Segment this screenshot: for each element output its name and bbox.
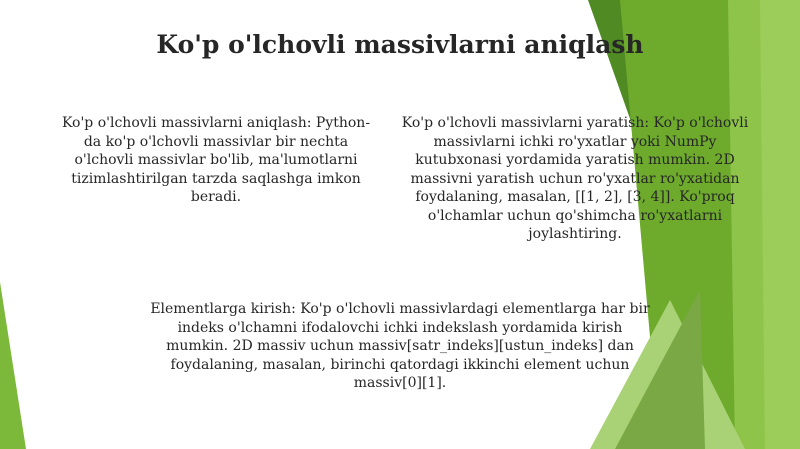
text-block-access: Elementlarga kirish: Ko'p o'lchovli massivlardagi elementlarga har bir indeks o'lchamni ifodalovchi ichki indekslash yordamida kirish mumkin. 2D massiv uchun massiv[satr_indeks][ustun_indeks] dan foydalaning, masalan, birinchi qatordagi ikkinchi element uchun massiv[0][1]. [150,301,650,391]
text-block-creation: Ko'p o'lchovli massivlarni yaratish: Ko'p o'lchovli massivlarni ichki ro'yxatlar yoki NumPy kutubxonasi yordamida yaratish mumkin. 2D massivni yaratish uchun ro'yxatlar ro'yxatidan foydalaning, masalan, [[1, 2], [3, 4]]. Ko'proq o'lchamlar uchun qo'shimcha ro'yxatlarni joylashtiring. [401,115,749,242]
left-accent-shape [0,282,26,449]
slide-title: Ko'p o'lchovli massivlarni aniqlash [156,30,644,59]
text-block-definition: Ko'p o'lchovli massivlarni aniqlash: Python-da ko'p o'lchovli massivlar bir nechta o'lchovli massivlar bo'lib, ma'lumotlarni tizimlashtirilgan tarzda saqlashga imkon beradi. [61,115,371,205]
right-facet-edge [760,0,800,449]
